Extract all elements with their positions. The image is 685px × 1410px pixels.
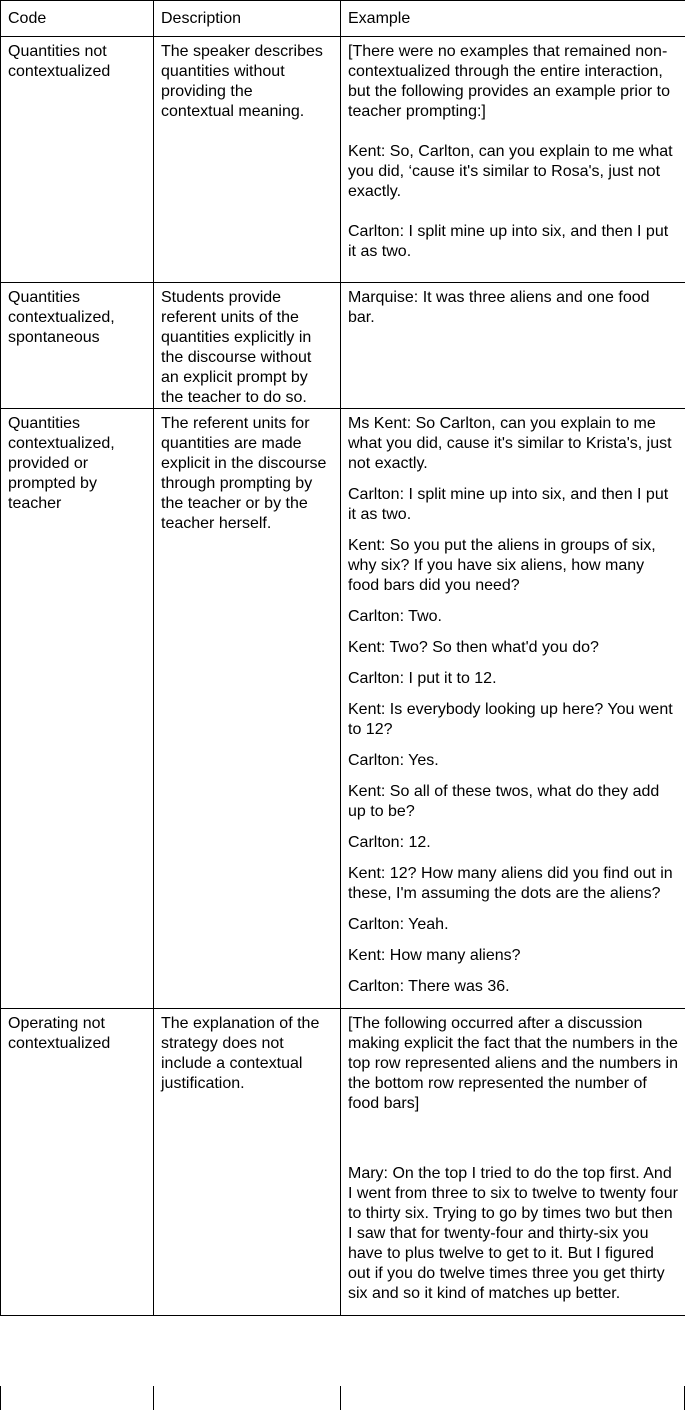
table-row [1, 1009, 685, 1316]
example-paragraph: Carlton: I put it to 12. [348, 670, 497, 687]
code-cell: Quantities contextualized, spontaneous [1, 283, 154, 409]
description-cell: The explanation of the strategy does not include a contextual justification. [154, 1009, 341, 1316]
example-paragraph: [The following occurred after a discussion making explicit the fact that the numbers in the top row represented aliens and the numbers in the bottom row represented the number of food bars] [348, 1015, 678, 1112]
example-paragraph: Carlton: There was 36. [348, 978, 510, 995]
code-cell: Operating not contextualized [1, 1009, 154, 1316]
table-row [1, 409, 685, 1009]
example-paragraph: Carlton: Yeah. [348, 916, 449, 933]
example-paragraph: Carlton: I split mine up into six, and then I put it as two. [348, 223, 669, 260]
example-paragraph: Carlton: Yes. [348, 752, 439, 769]
description-cell: The speaker describes quantities without providing the contextual meaning. [154, 37, 341, 283]
example-cell [341, 283, 685, 409]
description-cell: The referent units for quantities are made explicit in the discourse through prompting by the teacher or by the teacher herself. [154, 409, 341, 1009]
example-paragraph: Carlton: 12. [348, 834, 431, 851]
example-paragraph: Ms Kent: So Carlton, can you explain to me what you did, cause it's similar to Krista's, just not exactly. [348, 415, 672, 472]
example-paragraph: Marquise: It was three aliens and one food bar. [348, 289, 650, 326]
code-cell: Quantities not contextualized [1, 37, 154, 283]
column-divider [153, 1386, 154, 1410]
example-paragraph: Kent: 12? How many aliens did you find out in these, I'm assuming the dots are the aliens? [348, 865, 673, 902]
header-code: Code [1, 1, 154, 37]
example-paragraph: Kent: Two? So then what'd you do? [348, 639, 599, 656]
description-cell: Students provide referent units of the quantities explicitly in the discourse without an explicit prompt by the teacher to do so. [154, 283, 341, 409]
column-divider [340, 1386, 341, 1410]
table-continuation [0, 1386, 685, 1410]
example-cell [341, 409, 685, 1009]
example-paragraph: Kent: How many aliens? [348, 947, 521, 964]
example-cell [341, 1009, 685, 1316]
example-paragraph: Kent: So you put the aliens in groups of six, why six? If you have six aliens, how many food bars did you need? [348, 537, 656, 594]
example-paragraph: Carlton: I split mine up into six, and then I put it as two. [348, 486, 669, 523]
example-paragraph: [There were no examples that remained non-contextualized through the entire interaction, but the following provides an example prior to teacher prompting:] [348, 43, 670, 120]
example-cell [341, 37, 685, 283]
example-paragraph: Kent: So, Carlton, can you explain to me what you did, ‘cause it's similar to Rosa's, just not exactly. [348, 143, 673, 200]
example-paragraph: Carlton: Two. [348, 608, 442, 625]
example-paragraph: Kent: So all of these twos, what do they add up to be? [348, 783, 660, 820]
header-description: Description [154, 1, 341, 37]
header-row [1, 1, 685, 37]
column-divider [0, 1386, 1, 1410]
example-paragraph: Kent: Is everybody looking up here? You went to 12? [348, 701, 673, 738]
header-example: Example [341, 1, 685, 37]
table-row [1, 37, 685, 283]
example-paragraph: Mary: On the top I tried to do the top first. And I went from three to six to twelve to twenty four to thirty six. Trying to go by times two but then I saw that for twenty-four and thirty-six you have to plus twelve to get to it. But I figured out if you do twelve times three you get thirty six and so it kind of matches up better. [348, 1165, 678, 1302]
table-row [1, 283, 685, 409]
code-cell: Quantities contextualized, provided or prompted by teacher [1, 409, 154, 1009]
